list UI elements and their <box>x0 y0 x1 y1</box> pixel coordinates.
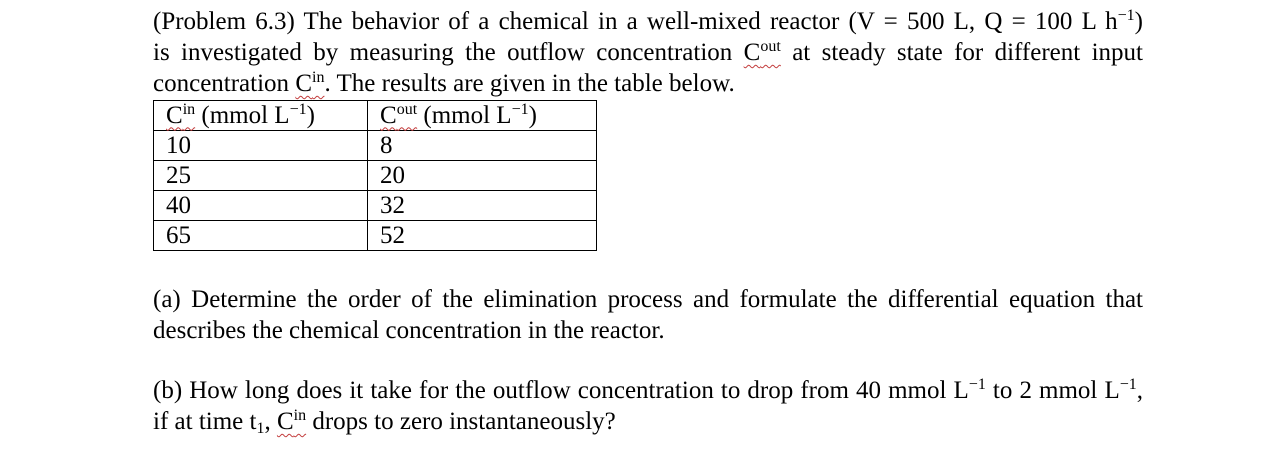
table-row <box>154 131 597 161</box>
intro-text-5: concentration <box>153 70 296 97</box>
cin-superscript: in <box>312 69 325 86</box>
question-b <box>153 375 1143 437</box>
cell-cout: 20 <box>368 161 597 191</box>
flow-unit-exponent: −1 <box>1117 7 1135 24</box>
question-b-text-4: , <box>264 408 277 435</box>
cell-cin: 10 <box>154 131 368 161</box>
cell-cin: 25 <box>154 161 368 191</box>
question-b-text-5: drops to zero instantaneously? <box>306 408 616 435</box>
cin-variable <box>295 70 324 97</box>
cout-superscript: out <box>760 38 781 55</box>
table-header-row <box>154 101 597 131</box>
intro-text-2: ) <box>1134 8 1143 35</box>
header-cout-unit: (mmol L <box>417 101 512 129</box>
header-cout-superscript: out <box>396 100 418 118</box>
question-b-text-3: , if at time t <box>153 377 1143 435</box>
header-cout-base: C <box>380 101 397 129</box>
question-b-time-subscript: 1 <box>256 420 265 437</box>
header-cin-base: C <box>166 101 183 129</box>
intro-text-1: (Problem 6.3) The behavior of a chemical in a well-mixed reactor (V = 500 L, Q = 100 L h <box>153 8 1118 35</box>
header-cin-unit: (mmol L <box>195 101 290 129</box>
intro-line-1 <box>153 6 1143 37</box>
question-b-cin-variable <box>277 408 306 435</box>
problem-document <box>153 6 1143 437</box>
table-row <box>154 191 597 221</box>
cell-cout: 8 <box>368 131 597 161</box>
intro-text-4: at steady state for different input <box>780 39 1143 66</box>
question-a: (a) Determine the order of the elimination process and formulate the differential equation that describes the chemical concentration in the reactor. <box>153 286 1143 344</box>
problem-intro <box>153 6 1143 99</box>
table-row <box>154 221 597 251</box>
cell-cout: 52 <box>368 221 597 251</box>
header-cin-superscript: in <box>182 100 196 118</box>
question-b-cin-base: C <box>276 408 294 435</box>
header-cin <box>154 101 368 131</box>
table-row <box>154 161 597 191</box>
header-cin-close: ) <box>306 101 315 129</box>
intro-line-3 <box>153 68 1143 99</box>
header-cout-unit-exponent: −1 <box>511 100 529 118</box>
header-cout-close: ) <box>528 101 537 129</box>
question-b-exponent-2: −1 <box>1119 376 1137 393</box>
question-b-text-1: (b) How long does it take for the outflow concentration to drop from 40 mmol L <box>153 377 969 404</box>
cout-base: C <box>743 39 761 66</box>
question-b-cin-superscript: in <box>293 407 307 424</box>
header-cin-unit-exponent: −1 <box>289 100 307 118</box>
header-cout-variable <box>380 102 417 129</box>
cell-cin: 65 <box>154 221 368 251</box>
results-table <box>153 100 597 251</box>
intro-text-3: is investigated by measuring the outflow concentration <box>153 39 744 66</box>
intro-line-2 <box>153 37 1143 68</box>
cell-cin: 40 <box>154 191 368 221</box>
question-b-text-2: to 2 mmol L <box>985 377 1120 404</box>
header-cout <box>368 101 597 131</box>
cout-variable <box>744 39 781 66</box>
header-cin-variable <box>166 102 195 129</box>
cin-base: C <box>295 70 312 97</box>
intro-text-6: . The results are given in the table below. <box>324 70 735 97</box>
cell-cout: 32 <box>368 191 597 221</box>
question-b-exponent-1: −1 <box>968 376 986 393</box>
